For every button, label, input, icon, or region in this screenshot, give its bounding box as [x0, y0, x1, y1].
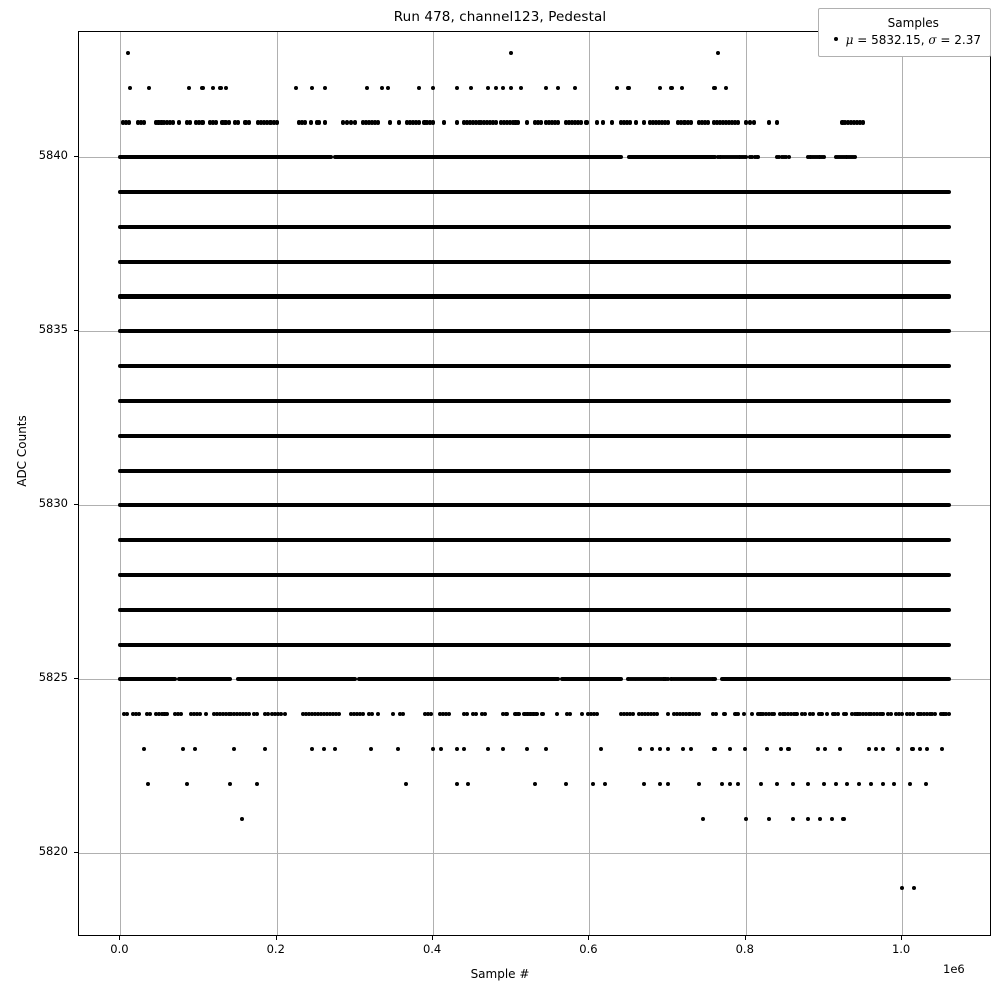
- data-point: [803, 712, 807, 716]
- data-point: [724, 86, 728, 90]
- x-tick: [276, 936, 277, 940]
- gridline-vertical: [433, 32, 434, 935]
- data-point: [126, 51, 130, 55]
- data-point: [188, 120, 192, 124]
- data-point: [584, 120, 588, 124]
- data-point: [337, 712, 341, 716]
- plot-area: [78, 31, 991, 936]
- y-tick: [74, 330, 78, 331]
- data-point-band: [118, 190, 951, 194]
- stats-separator: ,: [920, 33, 929, 47]
- data-point: [689, 120, 693, 124]
- data-point-band: [627, 155, 717, 159]
- data-point: [353, 120, 357, 124]
- data-point: [539, 120, 543, 124]
- data-point: [509, 51, 513, 55]
- data-point: [658, 86, 662, 90]
- data-point: [818, 817, 822, 821]
- data-point: [658, 782, 662, 786]
- data-point: [361, 712, 365, 716]
- data-point: [486, 86, 490, 90]
- data-point: [599, 747, 603, 751]
- data-point: [908, 782, 912, 786]
- data-point: [786, 747, 790, 751]
- data-point-band: [118, 643, 951, 647]
- data-point-band: [720, 677, 951, 681]
- data-point-band: [118, 503, 951, 507]
- data-point: [767, 817, 771, 821]
- data-point: [376, 712, 380, 716]
- data-point: [836, 712, 840, 716]
- data-point: [462, 747, 466, 751]
- data-point: [556, 120, 560, 124]
- data-point: [743, 747, 747, 751]
- data-point: [638, 747, 642, 751]
- x-tick: [119, 936, 120, 940]
- data-point: [874, 747, 878, 751]
- data-point: [193, 747, 197, 751]
- x-tick-label: 0.2: [266, 942, 285, 956]
- data-point: [142, 747, 146, 751]
- data-point: [146, 782, 150, 786]
- data-point: [142, 120, 146, 124]
- data-point: [564, 782, 568, 786]
- data-point: [534, 712, 538, 716]
- data-point: [830, 817, 834, 821]
- data-point: [483, 712, 487, 716]
- data-point: [573, 86, 577, 90]
- data-point: [791, 782, 795, 786]
- data-point-band: [118, 294, 951, 298]
- data-point: [603, 782, 607, 786]
- data-point: [179, 712, 183, 716]
- data-point: [666, 782, 670, 786]
- data-point: [501, 86, 505, 90]
- data-point: [431, 86, 435, 90]
- data-point: [465, 712, 469, 716]
- data-point: [822, 782, 826, 786]
- y-tick-label: 5830: [38, 496, 68, 511]
- data-point: [544, 747, 548, 751]
- data-point: [303, 120, 307, 124]
- data-point-band: [177, 677, 232, 681]
- gridline-vertical: [277, 32, 278, 935]
- data-point: [147, 86, 151, 90]
- data-point: [228, 782, 232, 786]
- data-point: [822, 155, 826, 159]
- data-point: [310, 86, 314, 90]
- data-point: [658, 747, 662, 751]
- data-point: [236, 120, 240, 124]
- data-point: [772, 712, 776, 716]
- data-point: [333, 747, 337, 751]
- data-point-band: [333, 155, 622, 159]
- data-point: [634, 120, 638, 124]
- x-tick: [745, 936, 746, 940]
- data-point: [706, 120, 710, 124]
- x-tick: [432, 936, 433, 940]
- data-point: [380, 86, 384, 90]
- data-point-band: [118, 399, 951, 403]
- data-point: [806, 817, 810, 821]
- data-point: [910, 747, 914, 751]
- gridline-horizontal: [79, 853, 990, 854]
- data-point: [232, 747, 236, 751]
- data-point: [628, 120, 632, 124]
- legend-stats: [846, 32, 981, 49]
- data-point: [447, 712, 451, 716]
- data-point: [417, 120, 421, 124]
- data-point: [869, 782, 873, 786]
- data-point: [171, 120, 175, 124]
- data-point: [275, 120, 279, 124]
- data-point: [861, 120, 865, 124]
- data-point: [455, 782, 459, 786]
- data-point: [137, 712, 141, 716]
- data-point-band: [118, 225, 951, 229]
- data-point: [811, 712, 815, 716]
- data-point: [791, 817, 795, 821]
- data-point: [417, 86, 421, 90]
- data-point: [369, 747, 373, 751]
- data-point: [697, 712, 701, 716]
- data-point: [469, 86, 473, 90]
- data-point: [925, 747, 929, 751]
- data-point: [227, 120, 231, 124]
- data-point: [148, 712, 152, 716]
- data-point: [701, 817, 705, 821]
- data-point-band: [357, 677, 560, 681]
- data-point: [666, 120, 670, 124]
- data-point: [397, 120, 401, 124]
- data-point: [940, 747, 944, 751]
- data-point: [631, 712, 635, 716]
- data-point: [881, 782, 885, 786]
- data-point: [322, 747, 326, 751]
- data-point-band: [118, 677, 177, 681]
- gridline-vertical: [902, 32, 903, 935]
- data-point: [391, 712, 395, 716]
- x-tick-label: 0.0: [110, 942, 129, 956]
- x-tick-label: 0.4: [422, 942, 442, 956]
- gridline-vertical: [120, 32, 121, 935]
- data-point: [494, 120, 498, 124]
- data-point-band: [118, 573, 951, 577]
- data-point: [317, 120, 321, 124]
- data-point: [455, 747, 459, 751]
- y-tick-label: 5840: [38, 148, 68, 163]
- data-point: [218, 86, 222, 90]
- data-point: [310, 747, 314, 751]
- y-tick-label: 5820: [38, 844, 68, 859]
- data-point: [610, 120, 614, 124]
- data-point: [680, 86, 684, 90]
- data-point: [601, 120, 605, 124]
- data-point: [650, 747, 654, 751]
- y-axis-label: ADC Counts: [15, 415, 29, 487]
- data-point: [889, 712, 893, 716]
- data-point: [765, 747, 769, 751]
- data-point: [439, 747, 443, 751]
- data-point: [823, 747, 827, 751]
- data-point: [455, 86, 459, 90]
- data-point: [759, 782, 763, 786]
- chart-title: Run 478, channel123, Pedestal: [393, 9, 607, 25]
- data-point: [525, 120, 529, 124]
- data-point: [595, 120, 599, 124]
- data-point: [323, 120, 327, 124]
- data-point: [365, 86, 369, 90]
- data-point: [779, 747, 783, 751]
- data-point: [509, 86, 513, 90]
- data-point: [825, 712, 829, 716]
- data-point: [642, 782, 646, 786]
- data-point: [204, 712, 208, 716]
- data-point: [187, 86, 191, 90]
- gridline-vertical: [746, 32, 747, 935]
- data-point: [912, 886, 916, 890]
- data-point: [853, 155, 857, 159]
- data-point: [556, 86, 560, 90]
- data-point-band: [118, 329, 951, 333]
- data-point: [838, 747, 842, 751]
- data-point: [224, 86, 228, 90]
- data-point: [309, 120, 313, 124]
- data-point: [396, 747, 400, 751]
- data-point: [666, 747, 670, 751]
- data-point: [127, 120, 131, 124]
- data-point: [294, 86, 298, 90]
- data-point: [519, 86, 523, 90]
- data-point: [165, 712, 169, 716]
- data-point: [834, 782, 838, 786]
- data-point: [716, 51, 720, 55]
- data-point: [386, 86, 390, 90]
- data-point-band: [118, 469, 951, 473]
- data-point: [211, 86, 215, 90]
- data-point: [728, 782, 732, 786]
- data-point: [431, 747, 435, 751]
- data-point: [947, 712, 951, 716]
- data-point: [255, 782, 259, 786]
- data-point: [525, 747, 529, 751]
- data-point: [918, 747, 922, 751]
- data-point: [388, 120, 392, 124]
- mu-equals: =: [857, 33, 872, 47]
- data-point: [283, 712, 287, 716]
- data-point: [720, 782, 724, 786]
- data-point: [486, 747, 490, 751]
- sigma-value: 2.37: [954, 33, 981, 47]
- data-point: [544, 86, 548, 90]
- gridline-vertical: [589, 32, 590, 935]
- data-point: [881, 747, 885, 751]
- data-point: [442, 120, 446, 124]
- data-point: [580, 712, 584, 716]
- data-point: [323, 86, 327, 90]
- data-point: [722, 712, 726, 716]
- data-point: [247, 120, 251, 124]
- data-point: [255, 712, 259, 716]
- data-point-band: [118, 260, 951, 264]
- x-tick-label: 0.8: [735, 942, 754, 956]
- data-point: [712, 677, 716, 681]
- data-point: [655, 712, 659, 716]
- data-point: [533, 782, 537, 786]
- data-point-band: [118, 364, 951, 368]
- data-point: [794, 712, 798, 716]
- data-point: [924, 782, 928, 786]
- data-point-band: [118, 608, 951, 612]
- data-point: [591, 782, 595, 786]
- data-point: [177, 120, 181, 124]
- data-point: [466, 782, 470, 786]
- data-point: [896, 747, 900, 751]
- data-point: [626, 86, 630, 90]
- data-point: [752, 120, 756, 124]
- x-axis-label: Sample #: [470, 967, 530, 981]
- data-point: [728, 747, 732, 751]
- data-point: [516, 712, 520, 716]
- data-point-band: [118, 434, 951, 438]
- data-point: [900, 712, 904, 716]
- data-point: [579, 120, 583, 124]
- data-point: [401, 712, 405, 716]
- legend-marker-samples: [828, 15, 846, 49]
- data-point: [516, 120, 520, 124]
- sigma-symbol: σ: [928, 33, 937, 47]
- data-point: [787, 155, 791, 159]
- data-point: [892, 782, 896, 786]
- y-tick: [74, 156, 78, 157]
- data-point: [750, 712, 754, 716]
- data-point: [911, 712, 915, 716]
- data-point: [200, 120, 204, 124]
- data-point: [181, 747, 185, 751]
- data-point: [712, 747, 716, 751]
- data-point: [125, 712, 129, 716]
- data-point: [263, 747, 267, 751]
- data-point: [697, 782, 701, 786]
- data-point: [247, 712, 251, 716]
- data-point: [501, 747, 505, 751]
- data-point: [494, 86, 498, 90]
- data-point: [845, 782, 849, 786]
- data-point: [844, 712, 848, 716]
- data-point: [755, 155, 759, 159]
- data-point-band: [560, 677, 623, 681]
- mu-symbol: μ: [845, 33, 854, 47]
- data-point: [666, 712, 670, 716]
- data-point: [900, 886, 904, 890]
- x-tick: [588, 936, 589, 940]
- data-point: [404, 782, 408, 786]
- data-point: [555, 712, 559, 716]
- data-point: [819, 712, 823, 716]
- data-point: [185, 782, 189, 786]
- data-point: [933, 712, 937, 716]
- sigma-equals: =: [940, 33, 955, 47]
- data-point: [370, 712, 374, 716]
- data-point: [240, 817, 244, 821]
- data-point: [880, 712, 884, 716]
- data-point: [540, 712, 544, 716]
- data-point: [841, 817, 845, 821]
- y-tick-label: 5835: [38, 322, 68, 337]
- x-tick-label: 1.0: [891, 942, 911, 956]
- data-point: [736, 712, 740, 716]
- data-point: [775, 782, 779, 786]
- data-point: [714, 712, 718, 716]
- data-point: [857, 782, 861, 786]
- data-point: [198, 712, 202, 716]
- data-point: [689, 747, 693, 751]
- data-point: [744, 817, 748, 821]
- data-point: [455, 120, 459, 124]
- data-point: [775, 120, 779, 124]
- data-point: [214, 120, 218, 124]
- data-point: [867, 747, 871, 751]
- data-point: [200, 86, 204, 90]
- data-point-band: [118, 155, 333, 159]
- data-point: [128, 86, 132, 90]
- legend: [818, 8, 991, 57]
- data-point: [816, 747, 820, 751]
- data-point: [712, 86, 716, 90]
- data-point: [669, 86, 673, 90]
- data-point: [806, 782, 810, 786]
- data-point-band: [118, 538, 951, 542]
- y-tick: [74, 678, 78, 679]
- data-point: [568, 712, 572, 716]
- x-tick: [901, 936, 902, 940]
- data-point-band: [236, 677, 357, 681]
- data-point: [431, 120, 435, 124]
- data-point: [681, 747, 685, 751]
- data-point: [595, 712, 599, 716]
- data-point: [615, 86, 619, 90]
- data-point: [474, 712, 478, 716]
- data-point: [642, 120, 646, 124]
- mu-value: 5832.15: [871, 33, 921, 47]
- data-point: [767, 120, 771, 124]
- data-point: [736, 782, 740, 786]
- legend-title: Samples: [887, 16, 939, 30]
- x-tick-label: 0.6: [579, 942, 598, 956]
- y-tick: [74, 504, 78, 505]
- data-point: [504, 712, 508, 716]
- data-point: [736, 120, 740, 124]
- y-tick: [74, 852, 78, 853]
- data-point: [376, 120, 380, 124]
- y-tick-label: 5825: [38, 670, 68, 685]
- x-axis-exponent-label: 1e6: [943, 962, 965, 976]
